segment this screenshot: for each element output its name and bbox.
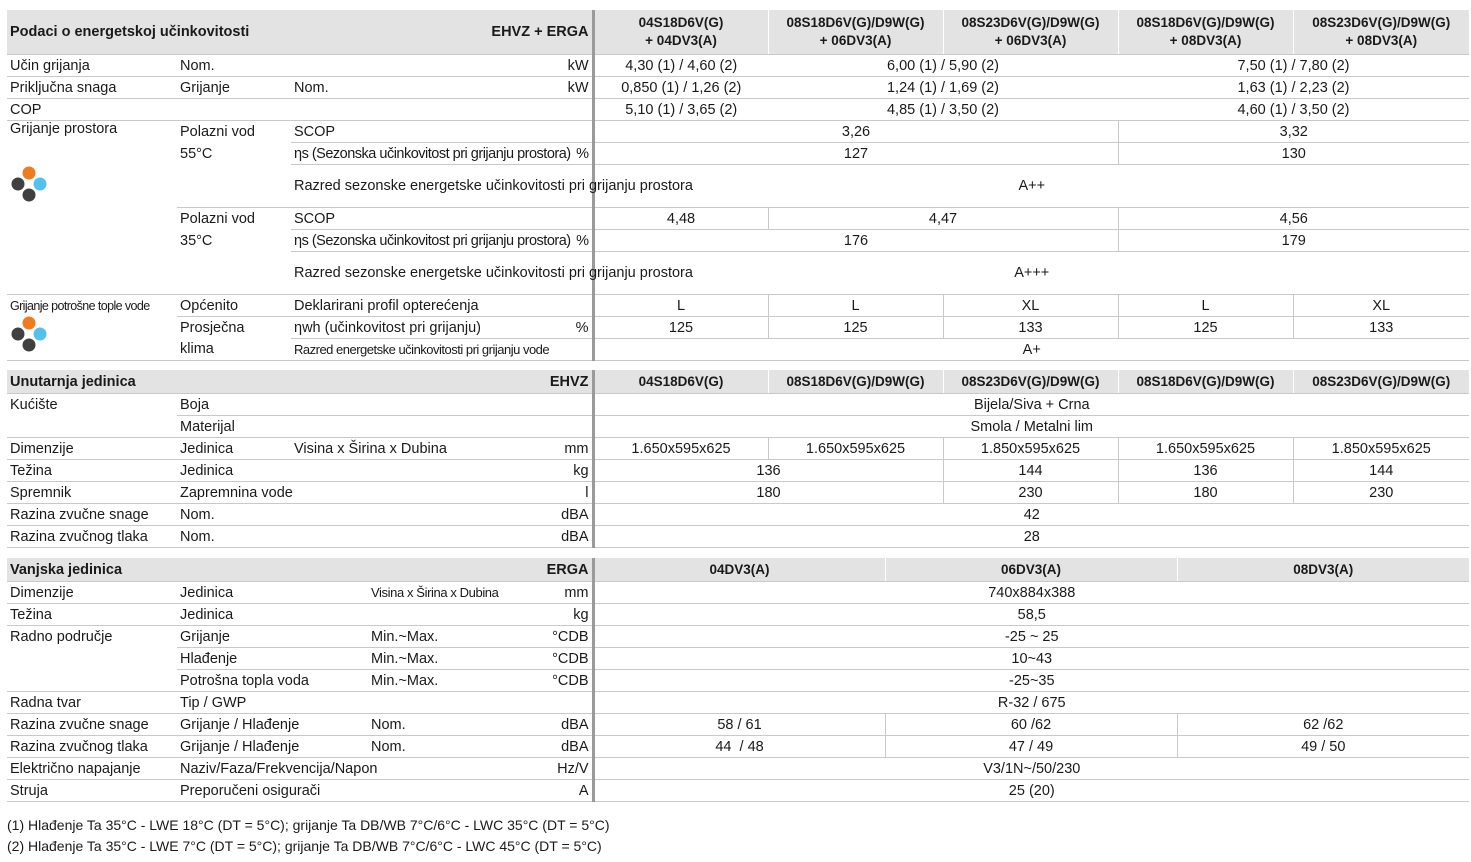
cell-value: Bijela/Siva + Crna	[593, 394, 1469, 416]
table-row	[7, 526, 1469, 548]
footnotes	[7, 815, 610, 857]
row-label: Razina zvučnog tlaka	[7, 526, 177, 548]
row-sublabel: Grijanje	[177, 77, 291, 99]
cell-value: -25~35	[593, 670, 1469, 692]
cell-value: 179	[1118, 230, 1469, 252]
energy-header-row	[7, 10, 1469, 55]
cell-value: A+	[593, 339, 1469, 361]
energy-efficiency-table	[7, 10, 1469, 361]
section-tag: EHVZ	[291, 370, 593, 394]
row-sublabel: Nom.	[177, 504, 291, 526]
cell-value: 1.850x595x625	[943, 438, 1118, 460]
outdoor-unit-table	[7, 558, 1469, 802]
table-row	[7, 780, 1469, 802]
row-sublabel: klima	[177, 339, 291, 361]
section-tag: ERGA	[368, 558, 593, 582]
cell-value: 4,85 (1) / 3,50 (2)	[768, 99, 1118, 121]
table-row	[7, 295, 1469, 317]
row-sublabel: Jedinica	[177, 604, 368, 626]
cell-value: 180	[593, 482, 943, 504]
row-label: Radno područje	[10, 628, 113, 645]
cell-value: 130	[1118, 143, 1469, 165]
row-sublabel: Jedinica	[177, 582, 368, 604]
cell-value: 10~43	[593, 648, 1469, 670]
row-sublabel: Grijanje	[177, 626, 368, 648]
table-row	[7, 604, 1469, 626]
cell-value: 4,56	[1118, 208, 1469, 230]
cell-value: -25 ~ 25	[593, 626, 1469, 648]
row-label: COP	[7, 99, 291, 121]
row-unit: Nom. dBA	[368, 736, 593, 758]
table-row	[7, 714, 1469, 736]
cell-value: 42	[593, 504, 1469, 526]
row-unit: Razred energetske učinkovitosti pri grijanju vode	[291, 339, 593, 361]
table-row	[7, 736, 1469, 758]
row-label: Razina zvučne snage	[7, 714, 177, 736]
table-row	[7, 121, 1469, 143]
section-title: Podaci o energetskoj učinkovitosti	[7, 10, 291, 55]
cell-value: XL	[1293, 295, 1469, 317]
row-unit: Preporučeni osigurači A	[177, 780, 593, 802]
model-header: 08S23D6V(G)/D9W(G)	[943, 370, 1118, 394]
cell-value: 6,00 (1) / 5,90 (2)	[768, 55, 1118, 77]
cell-value: A+++	[593, 252, 1469, 295]
cell-value: 136	[593, 460, 943, 482]
row-label: Grijanje potrošne tople vode	[10, 298, 150, 313]
indoor-unit-table	[7, 370, 1469, 548]
row-sublabel: Nom.	[177, 55, 291, 77]
cell-value: 4,30 (1) / 4,60 (2)	[593, 55, 768, 77]
cell-value: 1.650x595x625	[593, 438, 768, 460]
table-row	[7, 165, 1469, 208]
cell-value: 136	[1118, 460, 1293, 482]
row-unit: kg	[291, 460, 593, 482]
table-row	[7, 55, 1469, 77]
row-unit: Min.~Max. °CDB	[368, 648, 593, 670]
table-row	[7, 758, 1469, 780]
row-label: Težina	[7, 460, 177, 482]
row-label: Kućište	[10, 396, 58, 413]
model-header: 08S18D6V(G)/D9W(G)	[1118, 370, 1293, 394]
row-sublabel: Općenito	[177, 295, 291, 317]
indoor-header-row	[7, 370, 1469, 394]
row-sublabel: Jedinica	[177, 438, 291, 460]
row-unit: Nom. dBA	[368, 714, 593, 736]
cell-value: Smola / Metalni lim	[593, 416, 1469, 438]
cell-value: 49 / 50	[1177, 736, 1469, 758]
row-sublabel: Prosječna	[180, 319, 245, 336]
model-header: 06DV3(A)	[885, 558, 1177, 582]
table-row	[7, 692, 1469, 714]
cell-value: 1,24 (1) / 1,69 (2)	[768, 77, 1118, 99]
section-title: Unutarnja jedinica	[7, 370, 291, 394]
row-label: Priključna snaga	[7, 77, 177, 99]
table-row	[7, 460, 1469, 482]
table-row	[7, 648, 1469, 670]
row-sublabel: Hlađenje	[177, 648, 368, 670]
water-drops-icon	[8, 313, 52, 357]
row-label: Radna tvar	[7, 692, 177, 714]
table-row	[7, 438, 1469, 460]
table-row	[7, 626, 1469, 648]
cell-value: 133	[1293, 317, 1469, 339]
cell-value: 144	[943, 460, 1118, 482]
cell-value: 230	[943, 482, 1118, 504]
row-unit: Razred sezonske energetske učinkovitosti pri grijanju prostora	[291, 165, 593, 208]
model-header: 08DV3(A)	[1177, 558, 1469, 582]
cell-value: 3,32	[1118, 121, 1469, 143]
row-sublabel: Jedinica	[177, 460, 291, 482]
model-header: 08S23D6V(G)/D9W(G) + 08DV3(A)	[1293, 10, 1469, 55]
row-unit: Naziv/Faza/Frekvencija/Napon Hz/V	[177, 758, 593, 780]
row-label: Dimenzije	[7, 582, 177, 604]
row-unit: Min.~Max. °CDB	[368, 670, 593, 692]
cell-value: 1,63 (1) / 2,23 (2)	[1118, 77, 1469, 99]
section-tag: EHVZ + ERGA	[291, 10, 593, 55]
cell-value: 5,10 (1) / 3,65 (2)	[593, 99, 768, 121]
row-label: Spremnik	[7, 482, 177, 504]
footnote: (2) Hlađenje Ta 35°C - LWE 7°C (DT = 5°C); grijanje Ta DB/WB 7°C/6°C - LWC 45°C (DT = 5°C)	[7, 838, 602, 854]
table-row	[7, 143, 1469, 165]
table-row	[7, 77, 1469, 99]
model-header: 04DV3(A)	[593, 558, 885, 582]
cell-value: 60 /62	[885, 714, 1177, 736]
row-sublabel: Nom.	[177, 526, 291, 548]
table-row	[7, 317, 1469, 339]
row-sublabel: Potrošna topla voda	[177, 670, 368, 692]
cell-value: 180	[1118, 482, 1293, 504]
cell-value: 0,850 (1) / 1,26 (2)	[593, 77, 768, 99]
cell-value: 1.850x595x625	[1293, 438, 1469, 460]
row-unit: Zapremnina vode l	[177, 482, 593, 504]
table-row	[7, 416, 1469, 438]
table-row	[7, 482, 1469, 504]
cell-value: L	[593, 295, 768, 317]
row-sublabel: Polazni vod	[180, 210, 255, 227]
model-header: 08S23D6V(G)/D9W(G) + 06DV3(A)	[943, 10, 1118, 55]
cell-value: XL	[943, 295, 1118, 317]
cell-value: 58,5	[593, 604, 1469, 626]
cell-value: V3/1N~/50/230	[593, 758, 1469, 780]
row-unit: dBA	[291, 526, 593, 548]
cell-value: 144	[1293, 460, 1469, 482]
cell-value: 44 / 48	[593, 736, 885, 758]
cell-value: 176	[593, 230, 1118, 252]
row-sublabel: Polazni vod	[180, 123, 255, 140]
heating-drops-icon	[8, 163, 52, 207]
row-unit: ηwh (učinkovitost pri grijanju) %	[291, 317, 593, 339]
model-header: 08S18D6V(G)/D9W(G)	[768, 370, 943, 394]
model-header: 08S18D6V(G)/D9W(G) + 08DV3(A)	[1118, 10, 1293, 55]
row-unit: ηs (Sezonska učinkovitost pri grijanju prostora) %	[291, 143, 593, 165]
row-unit: SCOP	[291, 208, 593, 230]
row-sublabel: Grijanje / Hlađenje	[177, 736, 368, 758]
cell-value: L	[768, 295, 943, 317]
cell-value: 25 (20)	[593, 780, 1469, 802]
cell-value: 133	[943, 317, 1118, 339]
row-label: Struja	[7, 780, 177, 802]
cell-value: 3,26	[593, 121, 1118, 143]
cell-value: 4,48	[593, 208, 768, 230]
cell-value: 127	[593, 143, 1118, 165]
row-sublabel: 55°C	[180, 145, 213, 162]
section-title: Vanjska jedinica	[7, 558, 368, 582]
row-label: Razina zvučne snage	[7, 504, 177, 526]
table-row	[7, 99, 1469, 121]
row-sublabel: Materijal	[177, 416, 291, 438]
row-label: Električno napajanje	[7, 758, 177, 780]
cell-value: 230	[1293, 482, 1469, 504]
table-row	[7, 230, 1469, 252]
row-unit: Visina x Širina x Dubina mm	[291, 438, 593, 460]
cell-value: 125	[768, 317, 943, 339]
model-header: 04S18D6V(G) + 04DV3(A)	[593, 10, 768, 55]
footnote: (1) Hlađenje Ta 35°C - LWE 18°C (DT = 5°C); grijanje Ta DB/WB 7°C/6°C - LWC 35°C (DT = 5°C)	[7, 817, 610, 833]
row-sublabel: Grijanje / Hlađenje	[177, 714, 368, 736]
row-label: Grijanje prostora	[10, 121, 118, 137]
cell-value: 1.650x595x625	[1118, 438, 1293, 460]
table-row	[7, 208, 1469, 230]
model-header: 08S18D6V(G)/D9W(G) + 06DV3(A)	[768, 10, 943, 55]
cell-value: 125	[593, 317, 768, 339]
row-unit: Min.~Max. °CDB	[368, 626, 593, 648]
row-unit: SCOP	[291, 121, 593, 143]
row-unit: Visina x Širina x Dubina mm	[368, 582, 593, 604]
row-unit: Razred sezonske energetske učinkovitosti pri grijanju prostora	[291, 252, 593, 295]
row-sublabel: Boja	[177, 394, 291, 416]
table-row	[7, 504, 1469, 526]
outdoor-header-row	[7, 558, 1469, 582]
model-header: 08S23D6V(G)/D9W(G)	[1293, 370, 1469, 394]
row-unit: Deklarirani profil opterećenja	[291, 295, 593, 317]
cell-value: R-32 / 675	[593, 692, 1469, 714]
row-unit	[291, 99, 593, 121]
cell-value: 47 / 49	[885, 736, 1177, 758]
table-row	[7, 252, 1469, 295]
row-unit: Nom. kW	[291, 77, 593, 99]
row-sublabel: Tip / GWP	[177, 692, 368, 714]
cell-value: 62 /62	[1177, 714, 1469, 736]
cell-value: 7,50 (1) / 7,80 (2)	[1118, 55, 1469, 77]
table-row	[7, 670, 1469, 692]
cell-value: 740x884x388	[593, 582, 1469, 604]
cell-value: 4,60 (1) / 3,50 (2)	[1118, 99, 1469, 121]
row-unit: dBA	[291, 504, 593, 526]
row-label: Težina	[7, 604, 177, 626]
model-header: 04S18D6V(G)	[593, 370, 768, 394]
table-row	[7, 582, 1469, 604]
row-sublabel: 35°C	[180, 232, 213, 249]
row-label: Učin grijanja	[7, 55, 177, 77]
row-unit: kg	[368, 604, 593, 626]
table-row	[7, 394, 1469, 416]
row-label: Dimenzije	[7, 438, 177, 460]
cell-value: 125	[1118, 317, 1293, 339]
cell-value: 1.650x595x625	[768, 438, 943, 460]
cell-value: 28	[593, 526, 1469, 548]
table-row	[7, 339, 1469, 361]
cell-value: L	[1118, 295, 1293, 317]
row-unit: kW	[291, 55, 593, 77]
cell-value: A++	[593, 165, 1469, 208]
cell-value: 58 / 61	[593, 714, 885, 736]
cell-value: 4,47	[768, 208, 1118, 230]
row-unit: ηs (Sezonska učinkovitost pri grijanju prostora) %	[291, 230, 593, 252]
row-label: Razina zvučnog tlaka	[7, 736, 177, 758]
